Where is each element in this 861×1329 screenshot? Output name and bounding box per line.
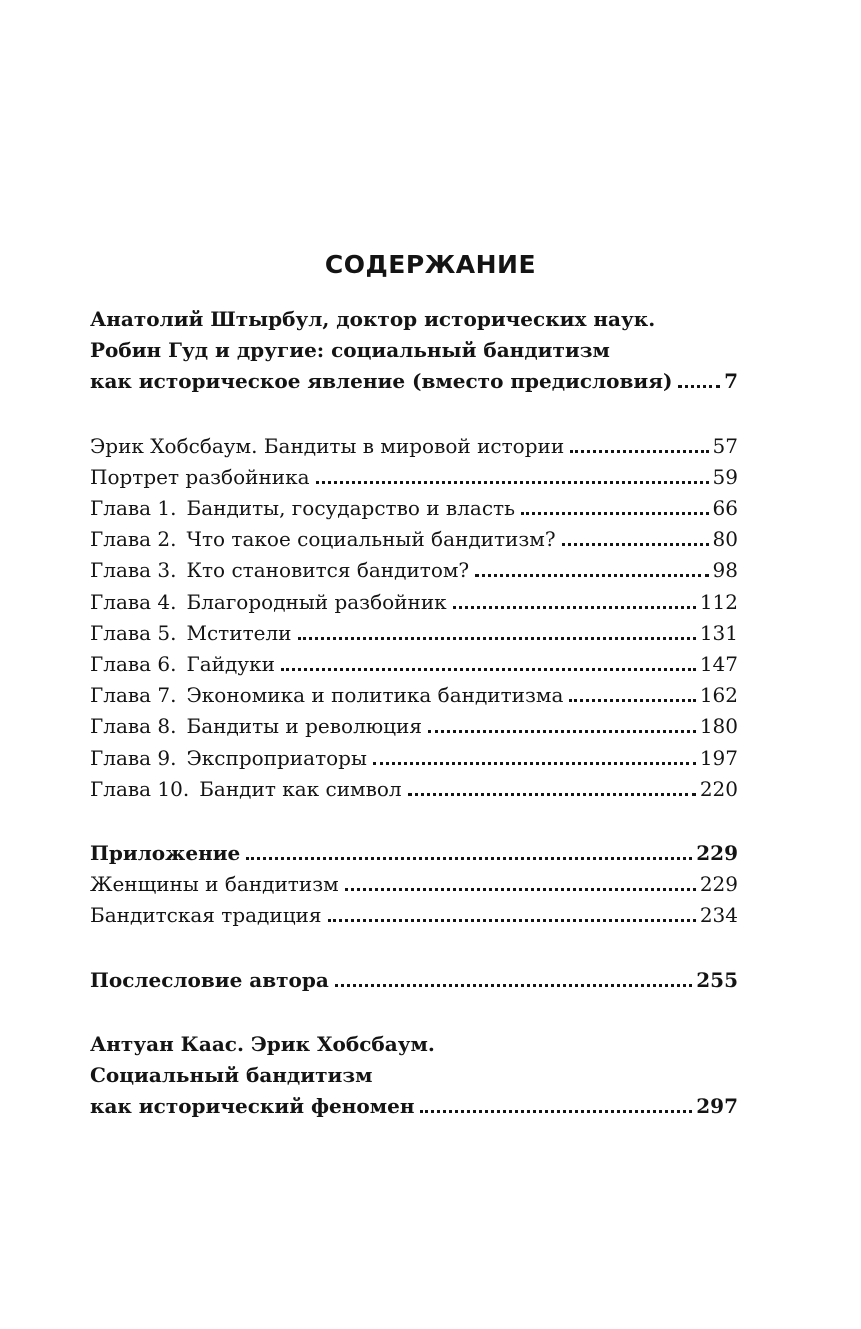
toc-dot-leader — [678, 385, 720, 388]
toc-entry — [90, 300, 738, 331]
page-title: СОДЕРЖАНИЕ — [324, 250, 537, 279]
toc-entry-label: Эрик Хобсбаум. Бандиты в мировой истории — [90, 433, 565, 458]
toc-dot-leader — [316, 481, 709, 484]
toc-entry — [90, 739, 738, 770]
toc-dot-leader — [408, 793, 696, 796]
toc-entry — [90, 707, 738, 738]
toc-dot-leader — [562, 543, 709, 546]
toc-page-number: 80 — [712, 527, 738, 552]
toc-entry — [90, 1087, 738, 1118]
toc-chapter-number: Глава 2. — [90, 527, 177, 552]
toc-page-number: 297 — [696, 1094, 738, 1119]
toc-entry — [90, 770, 738, 801]
toc-chapter-number: Глава 9. — [90, 745, 177, 770]
toc-entry-label: как историческое явление (вместо предисловия) — [90, 369, 673, 394]
toc-page-number: 234 — [699, 903, 738, 928]
toc-page-number: 162 — [699, 683, 738, 708]
toc-entry — [90, 458, 738, 489]
toc-chapter-title: Что такое социальный бандитизм? — [186, 527, 556, 552]
toc-entry-label — [90, 652, 275, 676]
toc-dot-leader — [246, 857, 692, 860]
toc-entry — [90, 834, 738, 865]
toc-dot-leader — [521, 512, 709, 515]
toc-chapter-title: Благородный разбойник — [186, 589, 447, 614]
toc-chapter-number: Глава 6. — [90, 652, 177, 676]
toc-entry-label: Анатолий Штырбул, доктор исторических наук. — [90, 307, 656, 331]
toc-page-number: 229 — [699, 872, 738, 897]
toc-entry-label: Послесловие автора — [90, 967, 329, 992]
toc-page-number: 255 — [696, 967, 738, 992]
toc-chapter-number: Глава 8. — [90, 714, 177, 739]
toc-entry-label: Приложение — [90, 841, 241, 865]
toc-dot-leader — [298, 637, 696, 640]
toc-dot-leader — [475, 574, 708, 577]
toc-page-number: 112 — [699, 589, 738, 614]
toc-chapter-title: Экспроприаторы — [186, 745, 367, 770]
toc-page-number: 98 — [712, 558, 738, 583]
toc-page-number: 66 — [712, 496, 738, 520]
toc-entry-label — [90, 777, 402, 801]
toc-entry — [90, 1025, 738, 1056]
toc-dot-leader — [453, 606, 696, 609]
toc-chapter-title: Бандиты, государство и власть — [186, 496, 515, 520]
toc-entry-label — [90, 558, 469, 582]
toc-entry — [90, 362, 738, 393]
toc-chapter-title: Кто становится бандитом? — [186, 558, 470, 583]
toc-entry-label — [90, 683, 563, 707]
toc-entry-label: как исторический феномен — [90, 1094, 415, 1119]
toc-entry — [90, 583, 738, 614]
toc-dot-leader — [345, 888, 696, 891]
toc-chapter-number: Глава 4. — [90, 589, 177, 614]
toc-page-number: 180 — [699, 714, 738, 739]
toc-dot-leader — [428, 730, 696, 733]
toc-entry — [90, 331, 738, 362]
toc-entry — [90, 427, 738, 458]
toc-entry — [90, 961, 738, 992]
toc-entry-label: Портрет разбойника — [90, 464, 310, 489]
toc-entry-label: Бандитская традиция — [90, 903, 322, 928]
toc-page-number: 7 — [724, 369, 738, 394]
toc-dot-leader — [570, 450, 708, 453]
toc-entry-label: Женщины и бандитизм — [90, 872, 339, 897]
toc-dot-leader — [373, 762, 696, 765]
toc-chapter-title: Экономика и политика бандитизма — [186, 683, 564, 708]
toc-chapter-number: Глава 3. — [90, 558, 177, 583]
toc-chapter-number: Глава 10. — [90, 776, 190, 801]
toc-chapter-number: Глава 5. — [90, 620, 177, 645]
toc-chapter-title: Гайдуки — [186, 652, 275, 676]
toc-page-number: 197 — [699, 745, 738, 770]
toc-entry — [90, 645, 738, 676]
toc-entry — [90, 865, 738, 896]
toc-entry-label: Робин Гуд и другие: социальный бандитизм — [90, 338, 610, 363]
toc-entry-label: Социальный бандитизм — [90, 1063, 373, 1087]
toc-page-number: 147 — [699, 652, 738, 676]
toc-entry — [90, 489, 738, 520]
toc-entry-label: Антуан Каас. Эрик Хобсбаум. — [90, 1031, 435, 1056]
toc-dot-leader — [281, 668, 696, 671]
toc-page-number: 59 — [712, 464, 738, 489]
toc-entry-label — [90, 621, 292, 645]
toc-chapter-title: Бандиты и революция — [186, 714, 422, 739]
toc-dot-leader — [335, 984, 692, 987]
toc-page-number: 131 — [699, 620, 738, 645]
toc-entry — [90, 896, 738, 927]
toc-entry — [90, 614, 738, 645]
toc-entry — [90, 520, 738, 551]
toc-entry-label — [90, 714, 422, 738]
toc-entry — [90, 551, 738, 582]
toc-entry-label — [90, 590, 447, 614]
toc-dot-leader — [328, 919, 696, 922]
toc-entry — [90, 1056, 738, 1087]
toc-page-number: 229 — [696, 841, 738, 865]
toc-entry-label — [90, 527, 556, 551]
toc-page-number: 57 — [712, 433, 738, 458]
toc-chapter-title: Мстители — [186, 620, 292, 645]
toc-chapter-title: Бандит как символ — [199, 776, 402, 801]
toc-dot-leader — [420, 1110, 692, 1113]
toc-entry — [90, 676, 738, 707]
toc-entry-label — [90, 496, 515, 520]
toc-dot-leader — [569, 699, 695, 702]
toc-entry-label — [90, 746, 367, 770]
toc-chapter-number: Глава 1. — [90, 496, 177, 520]
toc-page-number: 220 — [699, 776, 738, 801]
toc-chapter-number: Глава 7. — [90, 683, 177, 708]
